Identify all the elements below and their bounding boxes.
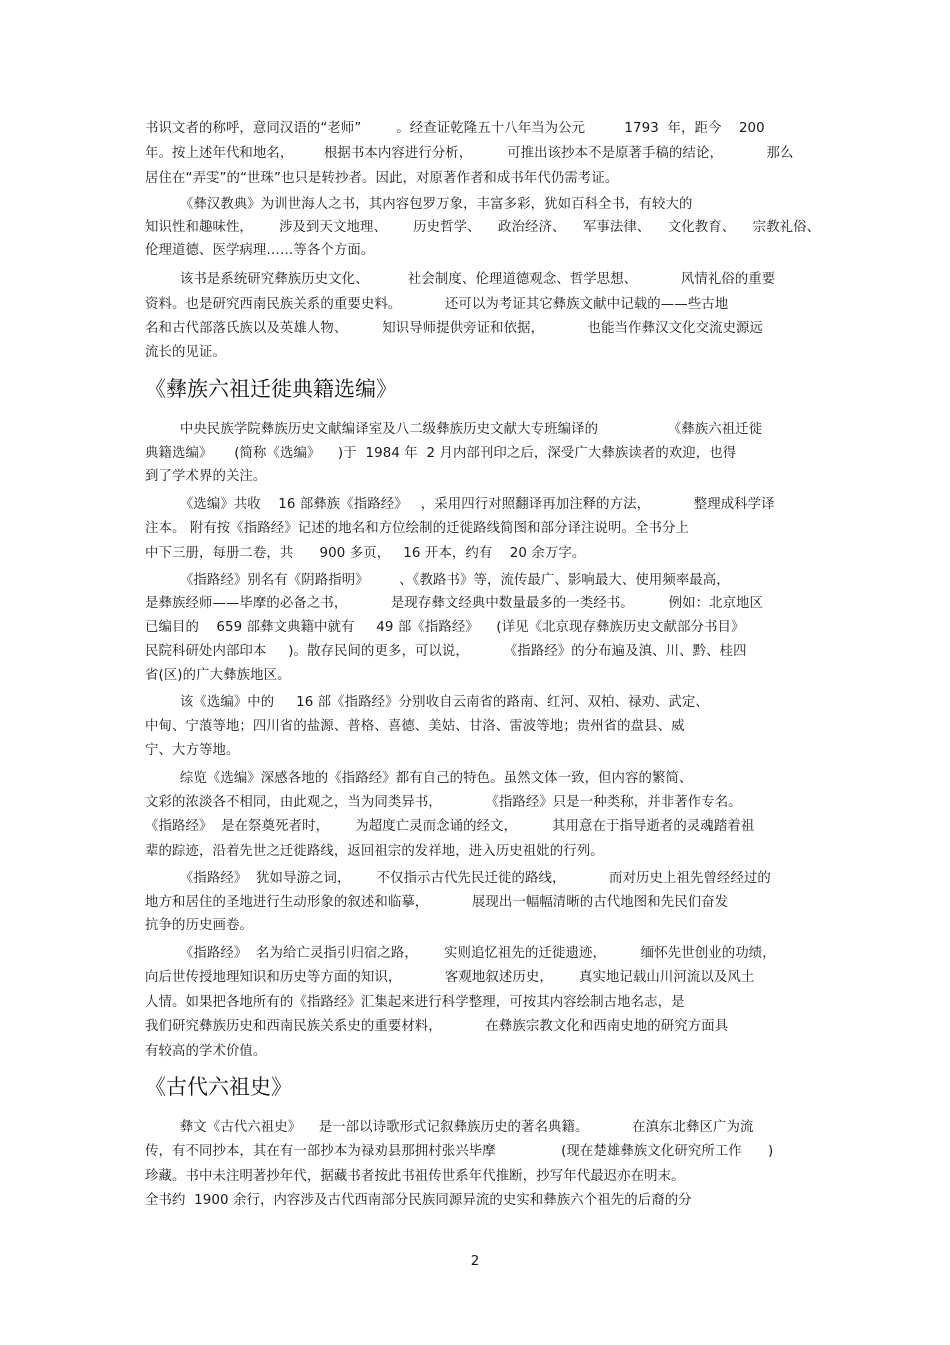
- paragraph-line: 辈的踪迹，沿着先世之迁徙路线，返回祖宗的发祥地，进入历史祖妣的行列。: [145, 844, 604, 859]
- paragraph-line: 年。按上述年代和地名， 根据书本内容进行分析， 可推出该抄本不是原著手稿的结论， 那么: [145, 146, 794, 161]
- paragraph-line: 中甸、宁蒗等地；四川省的盐源、普格、喜德、美姑、甘洛、雷波等地；贵州省的盘县、威: [145, 719, 685, 734]
- paragraph-line: 全书约 1900 余行，内容涉及古代西南部分民族同源异流的史实和彝族六个祖先的后裔的分: [145, 1193, 692, 1208]
- paragraph-line: 中下三册，每册二卷，共 900 多页， 16 开本，约有 20 余万字。: [145, 546, 586, 561]
- paragraph-line: 《选编》共收 16 部彝族《指路经》 ，采用四行对照翻译再加注释的方法， 整理成科学译: [145, 497, 775, 512]
- paragraph-line: 到了学术界的关注。: [145, 469, 267, 484]
- paragraph-line: 名和古代部落氏族以及英雄人物、 知识导师提供旁证和依据， 也能当作彝汉文化交流史源远: [145, 321, 764, 336]
- paragraph-line: 是彝族经师——毕摩的必备之书， 是现存彝文经典中数量最多的一类经书。 例如：北京地区: [145, 596, 764, 611]
- paragraph-line: 伦理道德、医学病理……等各个方面。: [145, 243, 375, 258]
- paragraph-line: 抗争的历史画卷。: [145, 918, 253, 933]
- paragraph-line: 综览《选编》深感各地的《指路经》都有自己的特色。虽然文体一致，但内容的繁简、: [145, 771, 693, 786]
- paragraph-line: 地方和居住的圣地进行生动形象的叙述和临摹， 展现出一幅幅清晰的古代地图和先民们奋发: [145, 895, 729, 910]
- paragraph-line: 该书是系统研究彝族历史文化、 社会制度、伦理道德观念、哲学思想、 风情礼俗的重要: [145, 272, 776, 287]
- paragraph-line: 有较高的学术价值。: [145, 1044, 267, 1059]
- paragraph-line: 省(区)的广大彝族地区。: [145, 668, 291, 683]
- page-number: 2: [470, 1254, 480, 1269]
- paragraph-line: 民院科研处内部印本 )。散存民间的更多，可以说， 《指路经》的分布遍及滇、川、黔、桂四: [145, 644, 747, 659]
- paragraph-line: 居住在“弄雯”的“世珠”也只是转抄者。因此，对原著作者和成书年代仍需考证。: [145, 171, 619, 186]
- paragraph-line: 向后世传授地理知识和历史等方面的知识， 客观地叙述历史， 真实地记载山川河流以及风土: [145, 970, 755, 985]
- paragraph-line: 注本。 附有按《指路经》记述的地名和方位绘制的迁徙路线简图和部分译注说明。全书分上: [145, 521, 689, 536]
- paragraph-line: 人情。如果把各地所有的《指路经》汇集起来进行科学整理，可按其内容绘制古地名志，是: [145, 995, 685, 1010]
- section-heading: 《古代六祖史》: [145, 1075, 292, 1099]
- paragraph-line: 《指路经》别名有《阴路指明》 、《教路书》等，流传最广、影响最大、使用频率最高，: [145, 573, 730, 588]
- paragraph-line: 宁、大方等地。: [145, 743, 240, 758]
- section-heading: 《彝族六祖迁徙典籍选编》: [145, 377, 397, 401]
- paragraph-line: 传，有不同抄本，其在有一部抄本为禄劝县那拥村张兴毕摩 (现在楚雄彝族文化研究所工作 ): [145, 1144, 774, 1159]
- paragraph-line: 已编目的 659 部彝文典籍中就有 49 部《指路经》 (详见《北京现存彝族历史文献部分书目》: [145, 620, 745, 635]
- paragraph-line: 《指路经》 犹如导游之词， 不仅指示古代先民迁徙的路线， 而对历史上祖先曾经经过的: [145, 871, 771, 886]
- paragraph-line: 该《选编》中的 16 部《指路经》分别收自云南省的路南、红河、双柏、禄劝、武定、: [145, 695, 709, 710]
- paragraph-line: 中央民族学院彝族历史文献编译室及八二级彝族历史文献大专班编译的 《彝族六祖迁徙: [145, 422, 763, 437]
- paragraph-line: 流长的见证。: [145, 345, 226, 360]
- paragraph-line: 《彝汉教典》为训世海人之书，其内容包罗万象，丰富多彩，犹如百科全书，有较大的: [145, 197, 693, 212]
- paragraph-line: 《指路经》 是在祭奠死者时， 为超度亡灵而念诵的经文， 其用意在于指导逝者的灵魂踏着祖: [145, 819, 755, 834]
- paragraph-line: 文彩的浓淡各不相同，由此观之，当为同类异书， 《指路经》只是一种类称，并非著作专名。: [145, 795, 742, 810]
- paragraph-line: 资料。也是研究西南民族关系的重要史料。 还可以为考证其它彝族文献中记载的——些古地: [145, 297, 729, 312]
- paragraph-line: 书识文者的称呼，意同汉语的“老师” 。经查证乾隆五十八年当为公元 1793 年，距今 200: [145, 121, 765, 136]
- paragraph-line: 知识性和趣味性， 涉及到天文地理、 历史哲学、 政治经济、 军事法律、 文化教育、 宗教礼俗、: [145, 220, 821, 235]
- paragraph-line: 彝文《古代六祖史》 是一部以诗歌形式记叙彝族历史的著名典籍。 在滇东北彝区广为流: [145, 1120, 754, 1135]
- paragraph-line: 珍藏。书中未注明著抄年代，据藏书者按此书祖传世系年代推断，抄写年代最迟亦在明末。: [145, 1169, 685, 1184]
- paragraph-line: 典籍选编》 (简称《选编》 )于 1984 年 2 月内部刊印之后，深受广大彝族读者的欢迎，也得: [145, 446, 737, 461]
- paragraph-line: 我们研究彝族历史和西南民族关系史的重要材料， 在彝族宗教文化和西南史地的研究方面具: [145, 1019, 729, 1034]
- paragraph-line: 《指路经》 名为给亡灵指引归宿之路， 实则追忆祖先的迁徙遗迹， 缅怀先世创业的功绩，: [145, 946, 776, 961]
